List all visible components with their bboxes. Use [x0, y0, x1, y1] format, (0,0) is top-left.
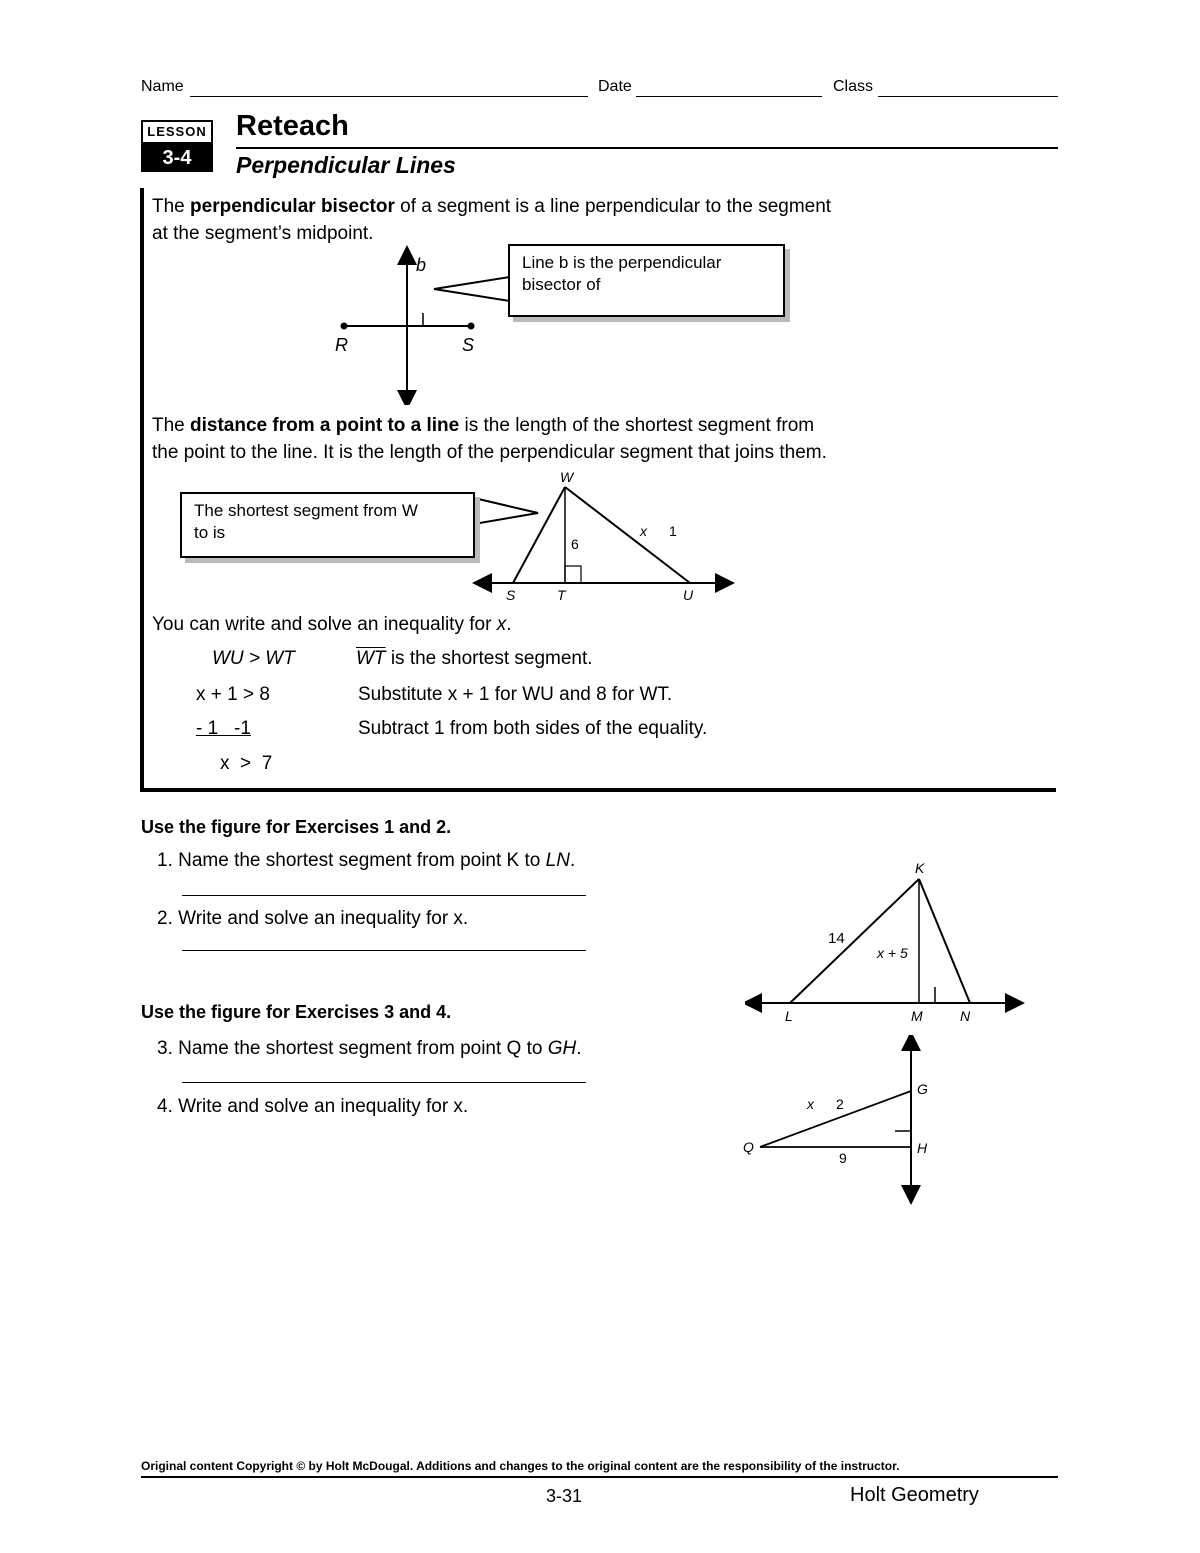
label-t: T: [557, 587, 566, 603]
label-s: S: [462, 335, 475, 355]
label-l: L: [785, 1008, 793, 1024]
distance-figure: [470, 466, 740, 606]
footer-rule: [141, 1476, 1058, 1478]
point-s: [468, 323, 475, 330]
ineq-left-1: WU > WT: [212, 648, 295, 669]
label-k: K: [915, 860, 925, 876]
class-line[interactable]: [878, 96, 1058, 97]
callout-pointer-2: [474, 498, 538, 524]
page-title: Reteach: [236, 110, 349, 142]
page-number: 3-31: [546, 1486, 583, 1506]
label-u: U: [683, 587, 694, 603]
answer-line-2[interactable]: [182, 950, 586, 951]
bisector-definition: The perpendicular bisector of a segment is a line perpendicular to the segment at the segment’s midpoint.: [152, 196, 832, 244]
label-nine: 9: [839, 1150, 847, 1166]
inequality-intro: You can write and solve an inequality for x.: [152, 614, 512, 635]
label-w: W: [560, 469, 574, 485]
exercise-group1-heading: Use the figure for Exercises 1 and 2.: [141, 817, 452, 837]
term-distance-point-line: distance from a point to a line: [190, 415, 460, 436]
exercise-3: 3. Name the shortest segment from point Q to GH.: [157, 1038, 582, 1059]
label-h: H: [917, 1140, 928, 1156]
copyright-note: Original content Copyright © by Holt McDougal. Additions and changes to the original content are the responsibility of the instructor.: [141, 1459, 900, 1473]
label-q: Q: [743, 1139, 754, 1155]
lesson-number: 3-4: [141, 144, 213, 172]
label-xp5: x + 5: [877, 945, 908, 961]
segment-ws: [513, 487, 565, 583]
title-rule: [236, 147, 1058, 149]
label-n: N: [960, 1008, 971, 1024]
label-m: M: [911, 1008, 923, 1024]
lesson-badge: [141, 120, 213, 172]
label-r: R: [335, 335, 348, 355]
callout-pointer: [434, 277, 510, 301]
label-x: x: [640, 523, 647, 539]
ineq-right-1: $\overline{WT}$ is the shortest segment.: [356, 648, 593, 669]
box-left-border: [140, 188, 144, 792]
answer-line-1[interactable]: [182, 895, 586, 896]
point-r: [341, 323, 348, 330]
name-line[interactable]: [190, 96, 588, 97]
label-s2: S: [506, 587, 516, 603]
ineq-left-3: - 1 -1: [196, 718, 251, 739]
distance-definition: The distance from a point to a line is the length of the shortest segment from the point to the line. It is the length of the perpendicular segment that joins them.: [152, 415, 827, 463]
figure-ghq: [735, 1035, 965, 1205]
ineq-left-2: x + 1 > 8: [196, 684, 270, 705]
label-x2: x: [807, 1096, 814, 1112]
term-perpendicular-bisector: perpendicular bisector: [190, 196, 395, 217]
label-g: G: [917, 1081, 928, 1097]
date-label: Date: [598, 78, 632, 95]
exercise-group2-heading: Use the figure for Exercises 3 and 4.: [141, 1002, 452, 1022]
segment-wt-label: $\overline{WT}$: [356, 648, 386, 669]
label-fourteen: 14: [828, 930, 845, 947]
distance-callout: The shortest segment from W to is: [180, 492, 475, 558]
ineq-left-4: x > 7: [220, 753, 273, 774]
line-ln-label: LN: [545, 850, 570, 871]
label-two: 2: [836, 1096, 844, 1112]
date-line[interactable]: [636, 96, 822, 97]
label-one: 1: [669, 523, 677, 539]
name-label: Name: [141, 78, 184, 95]
book-title: Holt Geometry: [850, 1484, 979, 1506]
line-gh-label: GH: [547, 1038, 577, 1059]
segment-kl: [790, 879, 919, 1003]
label-six: 6: [571, 536, 579, 552]
exercise-1: 1. Name the shortest segment from point K to LN.: [157, 850, 576, 871]
page-subtitle: Perpendicular Lines: [236, 152, 456, 178]
ineq-right-3: Subtract 1 from both sides of the equality.: [358, 718, 708, 739]
segment-kn: [919, 879, 970, 1003]
class-label: Class: [833, 78, 874, 95]
lesson-label: LESSON: [141, 120, 213, 144]
exercise-2: 2. Write and solve an inequality for x.: [157, 908, 469, 929]
exercise-4: 4. Write and solve an inequality for x.: [157, 1096, 469, 1117]
box-bottom-border: [140, 788, 1056, 792]
right-angle-box: [565, 566, 581, 583]
ineq-right-2: Substitute x + 1 for WU and 8 for WT.: [358, 684, 673, 705]
answer-line-3[interactable]: [182, 1082, 586, 1083]
label-b: b: [416, 255, 427, 275]
figure-klmn: [745, 855, 1025, 1035]
bisector-callout: Line b is the perpendicular bisector of: [508, 244, 785, 317]
